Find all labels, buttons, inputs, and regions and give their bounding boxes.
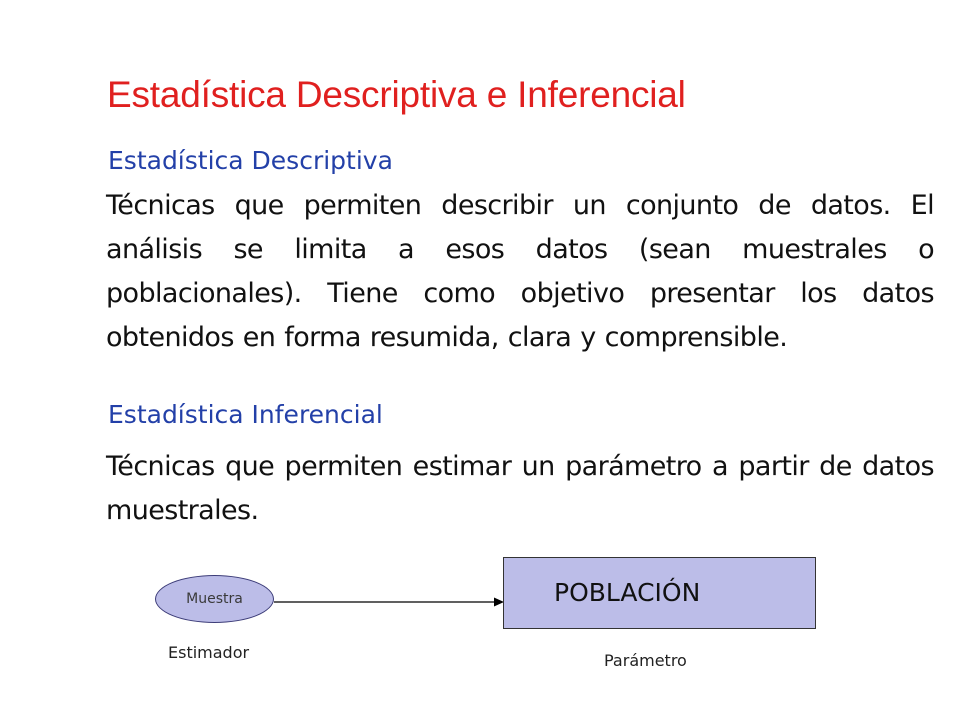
parameter-label: Parámetro	[604, 651, 687, 670]
heading-inferential: Estadística Inferencial	[108, 400, 383, 429]
population-label: POBLACIÓN	[554, 578, 701, 607]
estimator-label: Estimador	[168, 643, 250, 662]
paragraph-inferential: Técnicas que permiten estimar un parámetro a partir de datos muestrales.	[106, 451, 934, 526]
sample-label: Muestra	[186, 591, 243, 607]
slide-title: Estadística Descriptiva e Inferencial	[107, 74, 686, 115]
population-box	[503, 557, 816, 629]
sample-ellipse	[155, 575, 274, 623]
arrow-icon	[274, 594, 504, 610]
paragraph-descriptive: Técnicas que permiten describir un conjunto de datos. El análisis se limita a esos datos (sean muestrales o poblacionales). Tiene como objetivo presentar los datos obtenidos en forma resumida, clara y comprensible.	[106, 190, 934, 353]
heading-descriptive: Estadística Descriptiva	[108, 146, 393, 175]
